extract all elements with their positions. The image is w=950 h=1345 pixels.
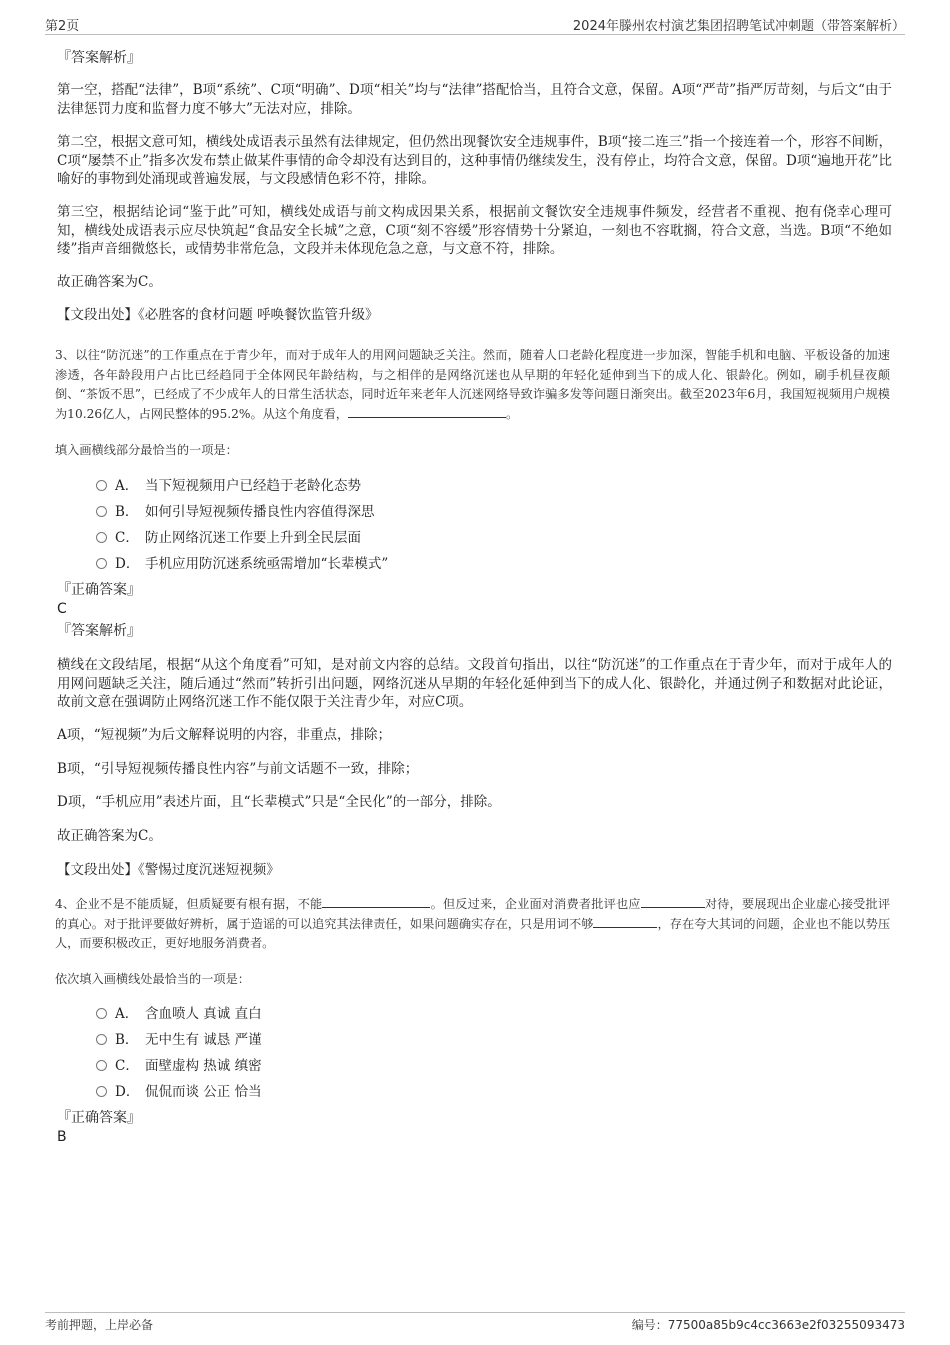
q2-analysis-para3: 第三空，根据结论词“鉴于此”可知，横线处成语与前文构成因果关系，根据前文餐饮安全违规事件频发，经营者不重视、抱有侥幸心理可知，横线处成语表示应尽快筑起“食品安全长城”之意，C项“刻不容缓”形容情势十分紧迫，一刻也不容耽搁，符合文意，当选。B项“不绝如缕”指声音细微悠长，或情势非常危急，文段并未体现危急之意，与文意不符，排除。 xyxy=(57,204,892,258)
q2-analysis-para1: 第一空，搭配“法律”，B项“系统”、C项“明确”、D项“相关”均与“法律”搭配恰当，且符合文意，保留。A项“严苛”指严厉苛刻，与后文“由于法律惩罚力度和监督力度不够大”无法对应，排除。 xyxy=(57,82,892,117)
radio-icon[interactable] xyxy=(96,1034,107,1045)
q3-option-c[interactable]: C． 防止网络沉迷工作要上升到全民层面 xyxy=(96,528,361,548)
q2-analysis-para2: 第二空，根据文意可知，横线处成语表示虽然有法律规定，但仍然出现餐饮安全违规事件，B项“接二连三”指一个接连着一个，形容不间断，C项“屡禁不止”指多次发布禁止做某件事情的命令却没有达到目的，这种事情仍继续发生，没有停止，均符合文意，保留。D项“遍地开花”比喻好的事物到处涌现或普遍发展，与文段感情色彩不符，排除。 xyxy=(57,134,892,188)
radio-icon[interactable] xyxy=(96,558,107,569)
radio-icon[interactable] xyxy=(96,506,107,517)
radio-icon[interactable] xyxy=(96,480,107,491)
radio-icon[interactable] xyxy=(96,1008,107,1019)
footer-slogan: 考前押题，上岸必备 xyxy=(45,1318,154,1332)
radio-icon[interactable] xyxy=(96,1060,107,1071)
q3-analysis-para1: 横线在文段结尾，根据“从这个角度看”可知，是对前文内容的总结。文段首句指出，以往“防沉迷”的工作重点在于青少年，而对于成年人的用网问题缺乏关注，随后通过“然而”转折引出问题，网络沉迷从早期的年轻化延伸到当下的成人化、银龄化，并通过例子和数据对此论证，故前文意在强调防止网络沉迷工作不能仅限于关注青少年，对应C项。 xyxy=(57,657,892,711)
q3-conclusion: 故正确答案为C。 xyxy=(57,828,162,844)
q3-analysis-b: B项，“引导短视频传播良性内容”与前文话题不一致，排除； xyxy=(57,761,419,777)
radio-icon[interactable] xyxy=(96,1086,107,1097)
q3-correct-answer: C xyxy=(57,601,67,617)
q4-option-d[interactable]: D． 侃侃而谈 公正 恰当 xyxy=(96,1082,262,1102)
q4-option-b[interactable]: B． 无中生有 诚恳 严谨 xyxy=(96,1030,262,1050)
q3-prompt: 填入画横线部分最恰当的一项是： xyxy=(55,443,238,457)
q3-correct-label: 『正确答案』 xyxy=(57,582,141,598)
radio-icon[interactable] xyxy=(96,532,107,543)
document-title: 2024年滕州农村演艺集团招聘笔试冲刺题（带答案解析） xyxy=(572,19,905,34)
q2-analysis-label: 『答案解析』 xyxy=(57,50,141,66)
q3-source: 【文段出处】《警惕过度沉迷短视频》 xyxy=(57,862,280,878)
q4-correct-answer: B xyxy=(57,1129,67,1145)
q3-option-a[interactable]: A． 当下短视频用户已经趋于老龄化态势 xyxy=(96,476,361,496)
q3-analysis-label: 『答案解析』 xyxy=(57,623,141,639)
page-header xyxy=(45,14,905,35)
q3-option-d[interactable]: D． 手机应用防沉迷系统亟需增加“长辈模式” xyxy=(96,554,388,574)
q3-analysis-d: D项，“手机应用”表述片面，且“长辈模式”只是“全民化”的一部分，排除。 xyxy=(57,794,501,810)
q4-option-a[interactable]: A． 含血喷人 真诚 直白 xyxy=(96,1004,262,1024)
q4-stem: 4、企业不是不能质疑，但质疑要有根有据，不能 。但反过来，企业面对消费者批评也应 对待，要展现出企业虚心接受批评的真心。对于批评要做好辨析，属于造谣的可以追究其法律责任，如果问题确实存在，只是用词不够 ，存在夸大其词的问题，企业也不能以势压人，而要积极改正，更好地服务消费者。 xyxy=(55,897,891,950)
q4-blank-3 xyxy=(593,915,657,928)
q4-blank-2 xyxy=(641,895,705,908)
q4-blank-1 xyxy=(322,895,430,908)
q4-prompt: 依次填入画横线处最恰当的一项是： xyxy=(55,972,250,986)
q2-source: 【文段出处】《必胜客的食材问题 呼唤餐饮监管升级》 xyxy=(57,307,379,323)
q3-blank xyxy=(348,405,506,418)
q2-conclusion: 故正确答案为C。 xyxy=(57,274,162,290)
footer-code: 编号：77500a85b9c4cc3663e2f03255093473 xyxy=(631,1318,905,1332)
q4-option-c[interactable]: C． 面壁虚构 热诚 缜密 xyxy=(96,1056,262,1076)
q3-stem: 3、以往“防沉迷”的工作重点在于青少年，而对于成年人的用网问题缺乏关注。然而，随着人口老龄化程度进一步加深，智能手机和电脑、平板设备的加速渗透，各年龄段用户占比已经趋同于全体网民年龄结构，与之相伴的是网络沉迷也从早期的年轻化延伸到当下的成人化、银龄化。例如，刷手机昼夜颠倒、“茶饭不思”，已经成了不少成年人的日常生活状态，同时近年来老年人沉迷网络导致诈骗多发等问题日渐突出。截至2023年6月，我国短视频用户规模为10.26亿人，占网民整体的95.2%。从这个角度看， 。 xyxy=(55,348,890,421)
q3-analysis-a: A项，“短视频”为后文解释说明的内容，非重点，排除； xyxy=(57,727,392,743)
q4-correct-label: 『正确答案』 xyxy=(57,1110,141,1126)
page-number: 第2页 xyxy=(45,19,80,34)
page-footer xyxy=(45,1312,905,1335)
q3-option-b[interactable]: B． 如何引导短视频传播良性内容值得深思 xyxy=(96,502,375,522)
